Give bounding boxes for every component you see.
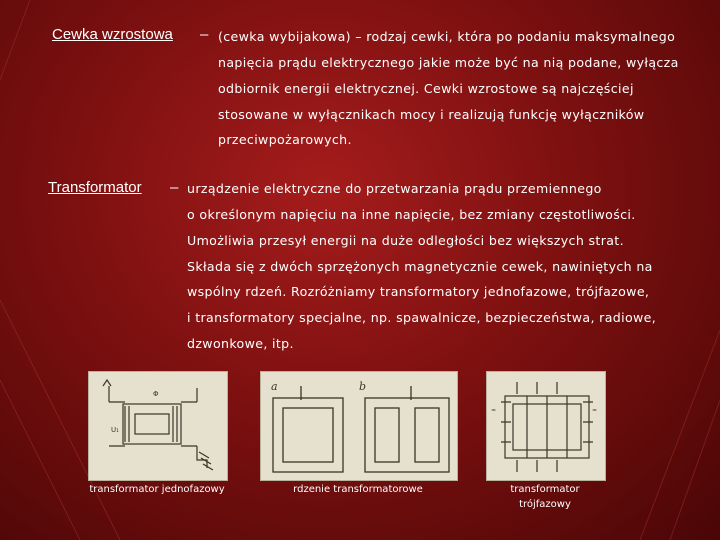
cewka-line-2: napięcia prądu elektrycznego jakie może być na nią podane, wyłącza <box>218 55 679 70</box>
transformator-line-6: i transformatory specjalne, np. spawalnicze, bezpieczeństwa, radiowe, <box>187 310 657 325</box>
caption-trojfazowy-line-2: trójfazowy <box>519 499 571 510</box>
svg-text:≈: ≈ <box>592 407 598 414</box>
transformer-cores-diagram <box>261 372 457 480</box>
single-phase-transformer-diagram <box>89 372 227 480</box>
cewka-line-4: stosowane w wyłącznikach mocy i realizują funkcję wyłączników <box>218 107 645 122</box>
caption-jednofazowy: transformator jednofazowy <box>89 484 225 495</box>
svg-text:Φ: Φ <box>153 390 159 398</box>
svg-text:≈: ≈ <box>491 407 497 414</box>
term-transformator: Transformator <box>48 179 142 196</box>
transformator-line-7: dzwonkowe, itp. <box>187 336 294 351</box>
transformator-line-5: wspólny rdzeń. Rozróżniamy transformatory jednofazowe, trójfazowe, <box>187 284 650 299</box>
transformator-line-3: Umożliwia przesył energii na duże odległości bez większych strat. <box>187 233 624 248</box>
transformator-line-4: Składa się z dwóch sprzężonych magnetycznie cewek, nawiniętych na <box>187 259 653 274</box>
dash-transformator: – <box>170 179 179 196</box>
cewka-line-1: (cewka wybijakowa) – rodzaj cewki, która po podaniu maksymalnego <box>218 29 676 44</box>
figure-transformator-jednofazowy <box>88 371 228 481</box>
dash-cewka: – <box>200 26 209 43</box>
caption-rdzenie: rdzenie transformatorowe <box>293 484 423 495</box>
label-a: a <box>271 380 278 393</box>
cewka-line-5: przeciwpożarowych. <box>218 132 352 147</box>
transformator-line-2: o określonym napięciu na inne napięcie, bez zmiany częstotliwości. <box>187 207 636 222</box>
three-phase-transformer-diagram <box>487 372 605 480</box>
figure-rdzenie-transformatorowe <box>260 371 458 481</box>
caption-trojfazowy-line-1: transformator <box>510 484 580 495</box>
cewka-line-3: odbiornik energii elektrycznej. Cewki wzrostowe są najczęściej <box>218 81 634 96</box>
svg-text:U₁: U₁ <box>111 426 119 434</box>
figure-transformator-trojfazowy <box>486 371 606 481</box>
term-cewka: Cewka wzrostowa <box>52 26 173 43</box>
transformator-line-1: urządzenie elektryczne do przetwarzania prądu przemiennego <box>187 181 602 196</box>
label-b: b <box>359 380 367 393</box>
